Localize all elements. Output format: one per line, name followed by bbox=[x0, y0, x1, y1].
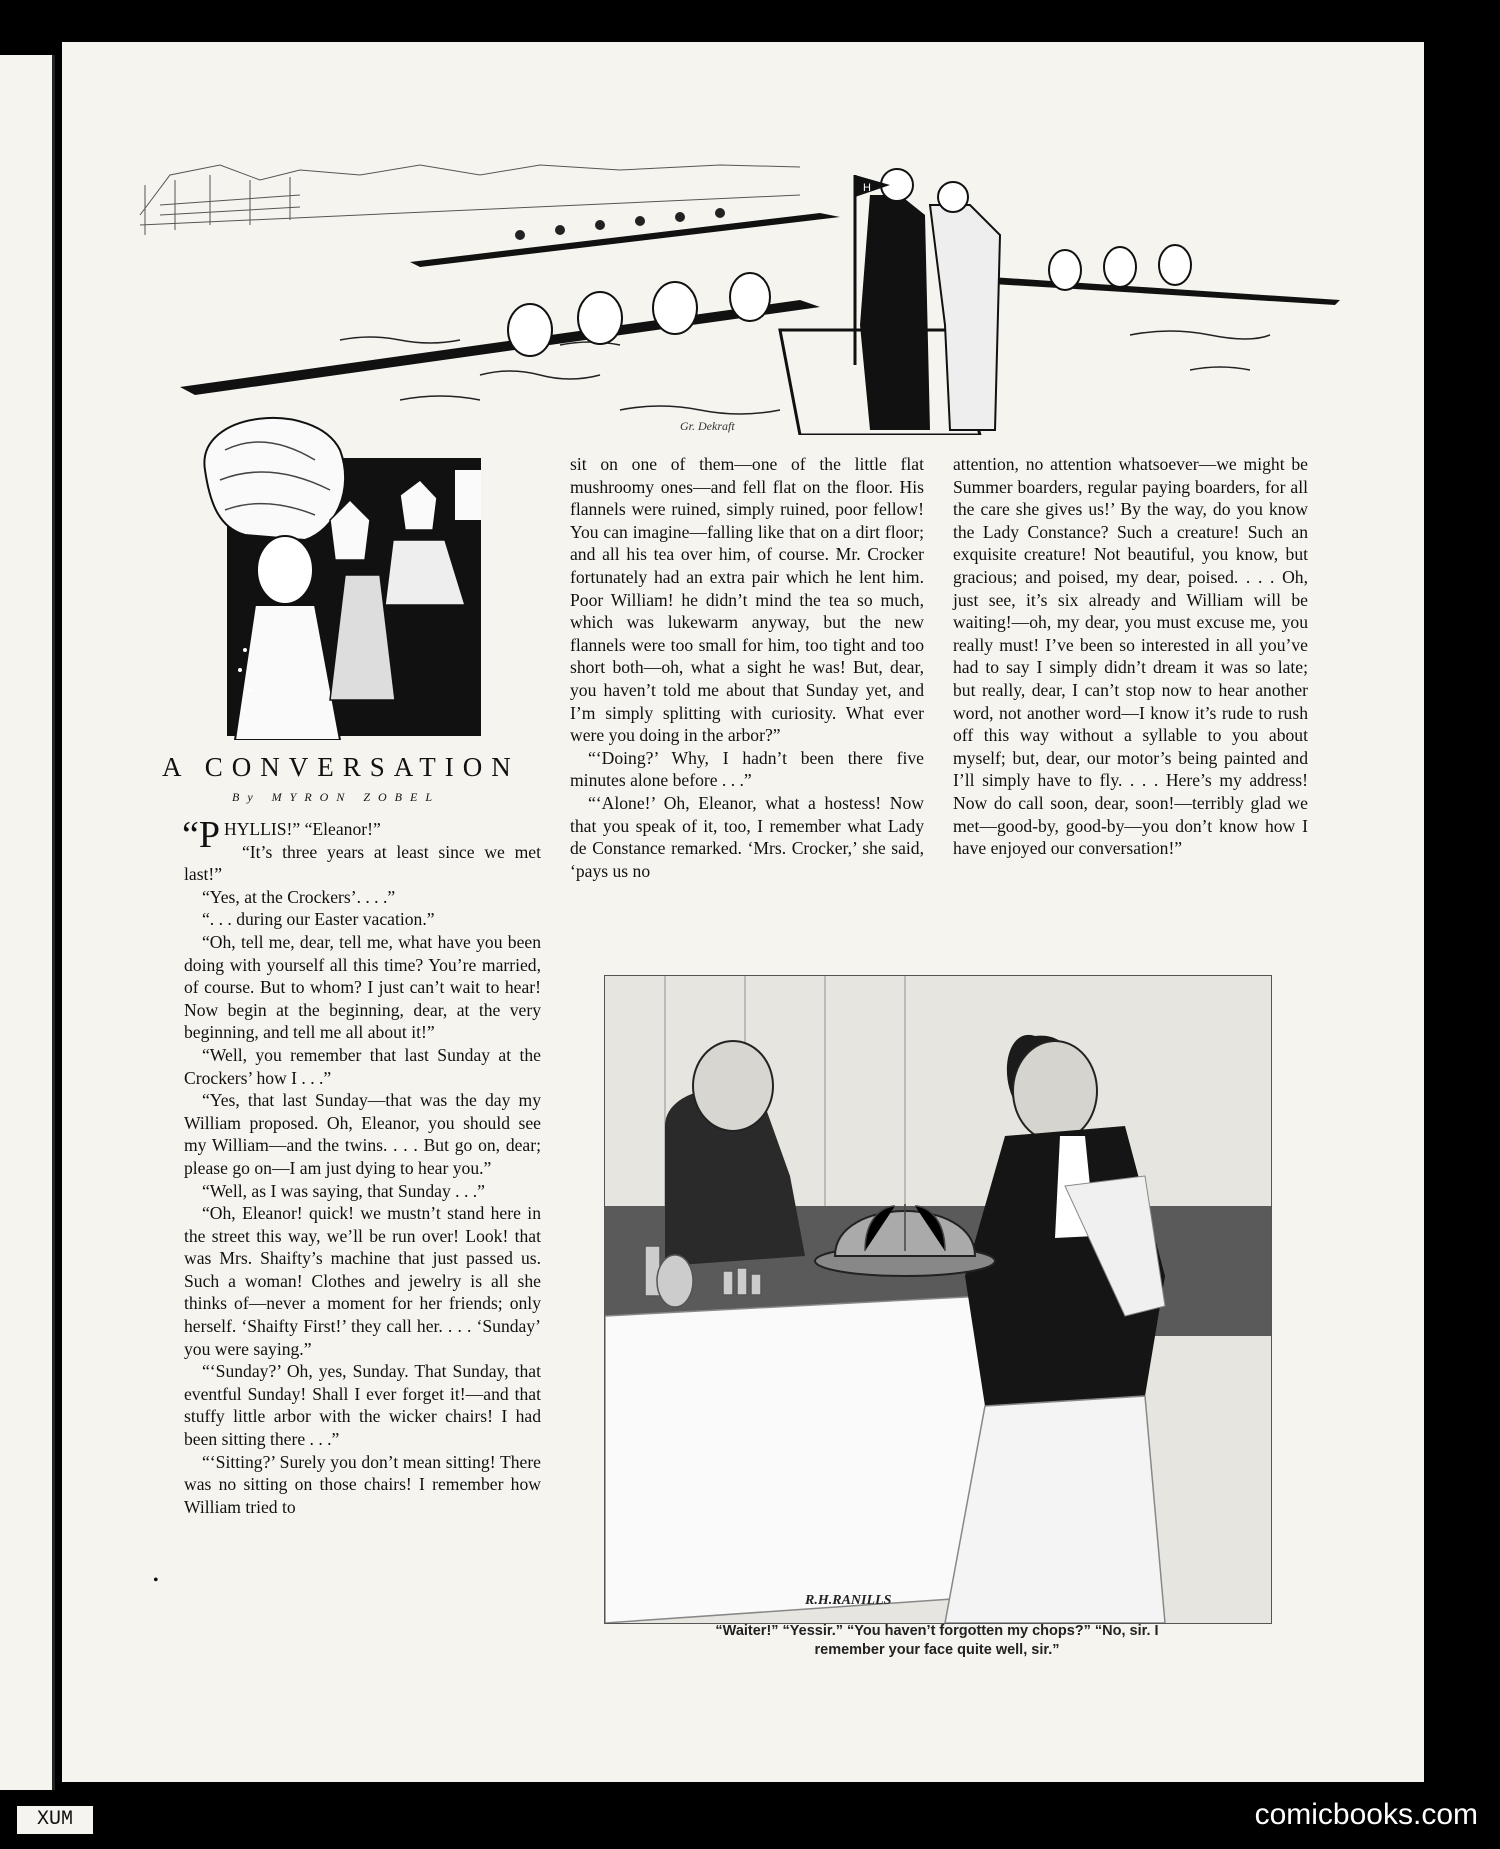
flag-letter: H bbox=[863, 182, 871, 194]
paragraph-text: “. . . during our Easter vacation.” bbox=[202, 909, 435, 930]
paragraph-text: “‘Alone!’ Oh, Eleanor, what a hostess! Now that you speak of it, too, I remember what Lady de Constance remarked. ‘Mrs. Crocker,’ she said, ‘pays us no bbox=[570, 792, 924, 881]
paragraph bbox=[184, 1180, 541, 1203]
paragraph-text: “Oh, Eleanor! quick! we mustn’t stand here in the street this way, we’ll be run over! Look! that was Mrs. Shaifty’s machine that just passed us. Such a woman! Clothes and jewelry is all she thinks of—never a moment for her friends; only herself. ‘Shaifty First!’ they call her. . . . ‘Sunday’ you were saying.” bbox=[184, 1203, 541, 1359]
scan-tag: XUM bbox=[17, 1806, 93, 1834]
paragraph bbox=[570, 792, 924, 882]
cartoon-caption bbox=[604, 1622, 1270, 1660]
paragraph bbox=[184, 931, 541, 1044]
paragraph-text: attention, no attention whatsoever—we might be Summer boarders, regular paying boarders, for all the care she gives us!’ By the way, do you know the Lady Constance? Such a creature! Such an exquisite creature! Not beautiful, you know, but gracious; and poised, my dear, poised. . . . Oh, just see, it’s six already and William will be waiting!—oh, my dear, you must excuse me, you really must! I’ve been so interested in all you’ve had to say I simply didn’t dream it was so late; but really, dear, I can’t stop now to hear another word, not another word—I know it’s rude to rush off this way without a syllable to you about myself; but, dear, our motor’s being painted and I’ll simply have to fly. . . . Here’s my address! Now do call soon, dear, soon!—terribly glad we met—good-by, good-by—you don’t know how I have enjoyed our conversation!” bbox=[953, 454, 1308, 859]
paragraph bbox=[953, 453, 1308, 860]
paragraph bbox=[184, 1044, 541, 1089]
rowing-signature: Gr. Dekraft bbox=[680, 419, 735, 433]
paragraph bbox=[184, 841, 541, 886]
paragraph-text: “‘Doing?’ Why, I hadn’t been there five minutes alone before . . .” bbox=[570, 747, 924, 791]
article-title: A CONVERSATION bbox=[162, 752, 520, 782]
paragraph bbox=[184, 886, 541, 909]
paragraph bbox=[570, 453, 924, 747]
site-watermark: comicbooks.com bbox=[1254, 1798, 1478, 1831]
paragraph-text: “It’s three years at least since we met last!” bbox=[184, 841, 541, 885]
caption-line-1: “Waiter!” “Yessir.” “You haven’t forgotten my chops?” “No, sir. I bbox=[715, 1623, 1159, 1639]
rowing-illustration bbox=[100, 125, 1360, 435]
paragraph-text: “Oh, tell me, dear, tell me, what have you been doing with yourself all this time? You’re married, of course. But to whom? I just can’t wait to hear! Now begin at the beginning, dear, at the very beginning, and tell me all about it!” bbox=[184, 931, 541, 1043]
margin-mark: • bbox=[153, 1572, 159, 1589]
article-byline: By MYRON ZOBEL bbox=[232, 790, 440, 804]
text-column-2 bbox=[570, 453, 924, 882]
paragraph-text: “Yes, that last Sunday—that was the day my William proposed. Oh, Eleanor, you should see my William—and the twins. . . . But go on, dear; please go on—I am just dying to hear you.” bbox=[184, 1090, 541, 1178]
paragraph-text: sit on one of them—one of the little flat mushroomy ones—and fell flat on the floor. His flannels were ruined, simply ruined, poor fellow! You can imagine—falling like that on a dirt floor; and all his tea over him, of course. Mr. Crocker fortunately had an extra pair which he lent him. Poor William! he didn’t mind the tea so much, which was lukewarm anyway, but the new flannels were too small for him, too tight and too short both—oh, what a sight he was! But, dear, you haven’t told me about that Sunday yet, and I’m simply splitting with curiosity. What ever were you doing in the arbor?” bbox=[570, 454, 924, 746]
paragraph bbox=[182, 814, 541, 856]
paragraph-text: “Well, you remember that last Sunday at the Crockers’ how I . . .” bbox=[184, 1044, 541, 1088]
cartoon-signature: R.H.RANILLS bbox=[805, 1593, 892, 1608]
paragraph bbox=[184, 1451, 541, 1519]
paragraph bbox=[570, 747, 924, 792]
paragraph-text: “‘Sitting?’ Surely you don’t mean sitting! There was no sitting on those chairs! I remember how William tried to bbox=[184, 1451, 541, 1517]
vignette-illustration bbox=[165, 410, 505, 740]
paragraph-text: “Yes, at the Crockers’. . . .” bbox=[202, 886, 396, 907]
paragraph-text: HYLLIS!” “Eleanor!” bbox=[224, 819, 381, 839]
caption-line-2: remember your face quite well, sir.” bbox=[814, 1642, 1060, 1658]
text-column-1 bbox=[182, 814, 541, 1518]
paragraph-text: “Well, as I was saying, that Sunday . . .” bbox=[202, 1180, 485, 1201]
paragraph-text: “‘Sunday?’ Oh, yes, Sunday. That Sunday, that eventful Sunday! Shall I ever forget it!—and that stuffy little arbor with the wicker chairs! I had been sitting there . . .” bbox=[184, 1361, 541, 1450]
facing-page-edge bbox=[0, 55, 55, 1790]
paragraph bbox=[184, 1360, 541, 1450]
drop-cap: “P bbox=[182, 814, 220, 856]
paragraph bbox=[184, 1202, 541, 1360]
cartoon-illustration bbox=[604, 975, 1272, 1624]
paragraph bbox=[184, 908, 541, 931]
paragraph bbox=[184, 1089, 541, 1179]
text-column-3 bbox=[953, 453, 1308, 860]
